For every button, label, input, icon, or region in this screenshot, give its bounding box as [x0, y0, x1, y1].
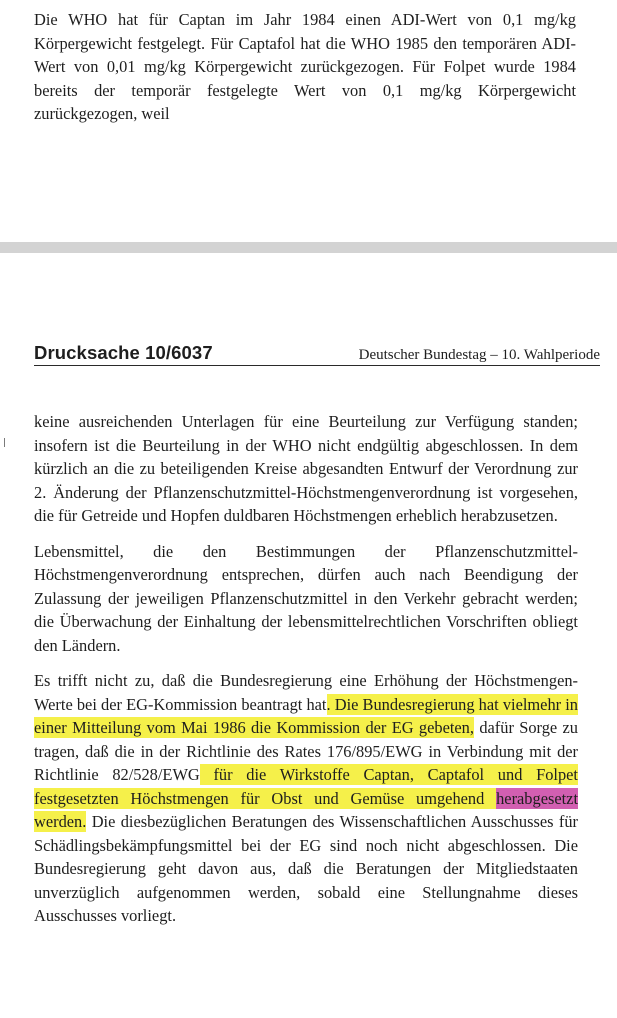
- yellow-highlight-3: werden.: [34, 812, 87, 831]
- page-divider: [0, 242, 617, 253]
- document-number: Drucksache 10/6037: [34, 342, 213, 363]
- paragraph-1: keine ausreichenden Unterlagen für eine Beurteilung zur Verfügung standen; insofern ist die Beurteilung in der WHO nicht endgültig abgeschlossen. In dem kürzlich an die zu beteiligenden Kreise abgesandten Entwurf der Verordnung zur 2. Änderung der Pflanzenschutzmittel-Höchstmengenverordnung ist vorgesehen, die für Getreide und Hopfen duldbaren Höchstmengen erheblich herabzusetzen.: [34, 412, 578, 525]
- document-source: Deutscher Bundestag – 10. Wahlperiode: [358, 347, 600, 363]
- paragraph-3: [34, 669, 578, 928]
- pink-highlight: herabgesetzt: [496, 788, 578, 808]
- yellow-highlight-1: . Die Bundesregierung hat vielmehr in einer Mitteilung vom Mai 1986 die Kommission der EG gebeten,: [34, 694, 578, 737]
- margin-mark: [4, 438, 5, 447]
- top-paragraph: Die WHO hat für Captan im Jahr 1984 einen ADI-Wert von 0,1 mg/kg Körpergewicht festgelegt. Für Captafol hat die WHO 1985 den temporären ADI-Wert von 0,01 mg/kg Körpergewicht zurückgezogen. Für Folpet wurde 1984 bereits der temporär festgelegte Wert von 0,1 mg/kg Körpergewicht zurückgezogen, weil: [34, 10, 576, 123]
- previous-page-fragment: [34, 8, 576, 126]
- page-header: [34, 342, 600, 366]
- text-segment: dafür Sorge zu tragen, daß die in der Richtlinie des Rates 176/895/EWG in Verbindung mit der Richtlinie 82/528/EWG: [34, 718, 578, 784]
- text-segment: Die diesbezüglichen Beratungen des Wissenschaftlichen Ausschusses für Schädlingsbekämpfungsmittel bei der EG sind noch nicht abgeschlossen. Die Bundesregierung geht davon aus, daß die Beratungen der Mitgliedstaaten unverzüglich aufgenommen werden, sobald eine Stellungnahme dieses Ausschusses vorliegt.: [34, 812, 578, 925]
- text-segment: Es trifft nicht zu, daß die Bundesregierung eine Erhöhung der Höchstmengen-Werte bei der EG-Kommission beantragt hat: [34, 671, 578, 714]
- page-body: [34, 410, 578, 940]
- paragraph-2: Lebensmittel, die den Bestimmungen der Pflanzenschutzmittel-Höchstmengenverordnung entsprechen, dürfen auch nach Beendigung der Zulassung der jeweiligen Pflanzenschutzmittel in den Verkehr gebracht werden; die Überwachung der Einhaltung der lebensmittelrechtlichen Vorschriften obliegt den Ländern.: [34, 541, 578, 655]
- yellow-highlight-2: für die Wirkstoffe Captan, Captafol und Folpet festgesetzten Höchstmengen für Obst und Gemüse umgehend: [34, 765, 578, 808]
